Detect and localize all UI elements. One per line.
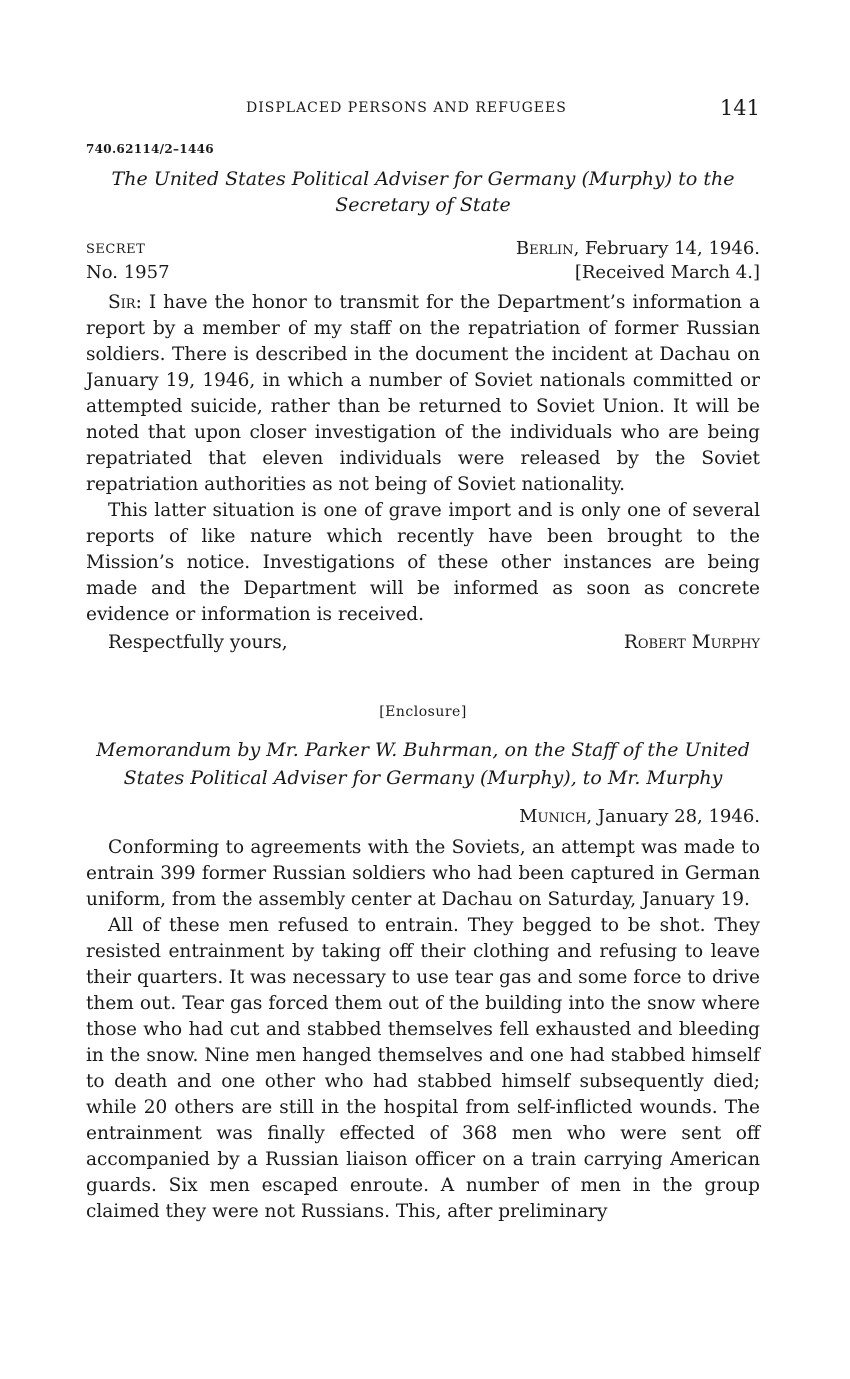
- running-head: [86, 96, 760, 120]
- memorandum-dateline-place: Munich: [519, 806, 587, 827]
- classification-label: SECRET: [86, 242, 146, 257]
- number-row: [86, 262, 760, 288]
- letter-body: [86, 290, 760, 628]
- dateline: [516, 238, 760, 259]
- letter-paragraph: [86, 290, 760, 498]
- memorandum-paragraph: Conforming to agreements with the Soviets, an attempt was made to entrain 399 former Russian soldiers who had been captured in German uniform, from the assembly center at Dachau on Saturday, January 19.: [86, 837, 760, 910]
- memorandum-paragraph: All of these men refused to entrain. They begged to be shot. They resisted entrainment by taking off their clothing and refusing to leave their quarters. It was necessary to use tear gas and some force to drive them out. Tear gas forced them out of the building into the snow where those who had cut and stabbed themselves fell exhausted and bleeding in the snow. Nine men hanged themselves and one had stabbed himself to death and one other who had stabbed himself subsequently died; while 20 others are still in the hospital from self-inflicted wounds. The entrainment was finally effected of 368 men who were sent off accompanied by a Russian liaison officer on a train carrying American guards. Six men escaped enroute. A number of men in the group claimed they were not Russians. This, after preliminary: [86, 915, 760, 1222]
- page-number: 141: [719, 96, 760, 120]
- despatch-number: No. 1957: [86, 262, 170, 283]
- dateline-place: Berlin: [515, 238, 574, 259]
- running-title: DISPLACED PERSONS AND REFUGEES: [246, 100, 567, 116]
- letter-paragraph: This latter situation is one of grave import and is only one of several reports of like nature which recently have been brought to the Mission’s notice. Investigations of these other instances are being made and the Department will be informed as soon as concrete evidence or information is received.: [86, 500, 760, 625]
- classification-row: [86, 238, 760, 264]
- memorandum-title: Memorandum by Mr. Parker W. Buhrman, on the Staff of the United States Political Adviser for Germany (Murphy), to Mr. Murphy: [96, 739, 750, 789]
- document-title: The United States Political Adviser for Germany (Murphy) to the Secretary of State: [111, 168, 735, 216]
- salutation: Sir: [108, 292, 136, 313]
- dateline-date: , February 14, 1946.: [573, 238, 760, 259]
- memorandum-body: [86, 835, 760, 1225]
- enclosure-label: [Enclosure]: [379, 704, 467, 720]
- memorandum-dateline: [519, 806, 760, 827]
- closing-row: [86, 632, 760, 658]
- file-number: 740.62114/2–1446: [86, 142, 214, 156]
- received-note: [Received March 4.]: [574, 262, 760, 283]
- complimentary-close: Respectfully yours,: [108, 632, 288, 653]
- signature: Robert Murphy: [623, 632, 760, 653]
- letter-paragraph-text: : I have the honor to transmit for the Department’s information a report by a member of my staff on the repatriation of former Russian soldiers. There is described in the document the incident at Dachau on January 19, 1946, in which a number of Soviet nationals committed or attempted suicide, rather than be returned to Soviet Union. It will be noted that upon closer investigation of the individuals who are being repatriated that eleven individuals were released by the Soviet repatriation authorities as not being of Soviet nationality.: [86, 292, 760, 495]
- memorandum-dateline-date: , January 28, 1946.: [586, 806, 760, 827]
